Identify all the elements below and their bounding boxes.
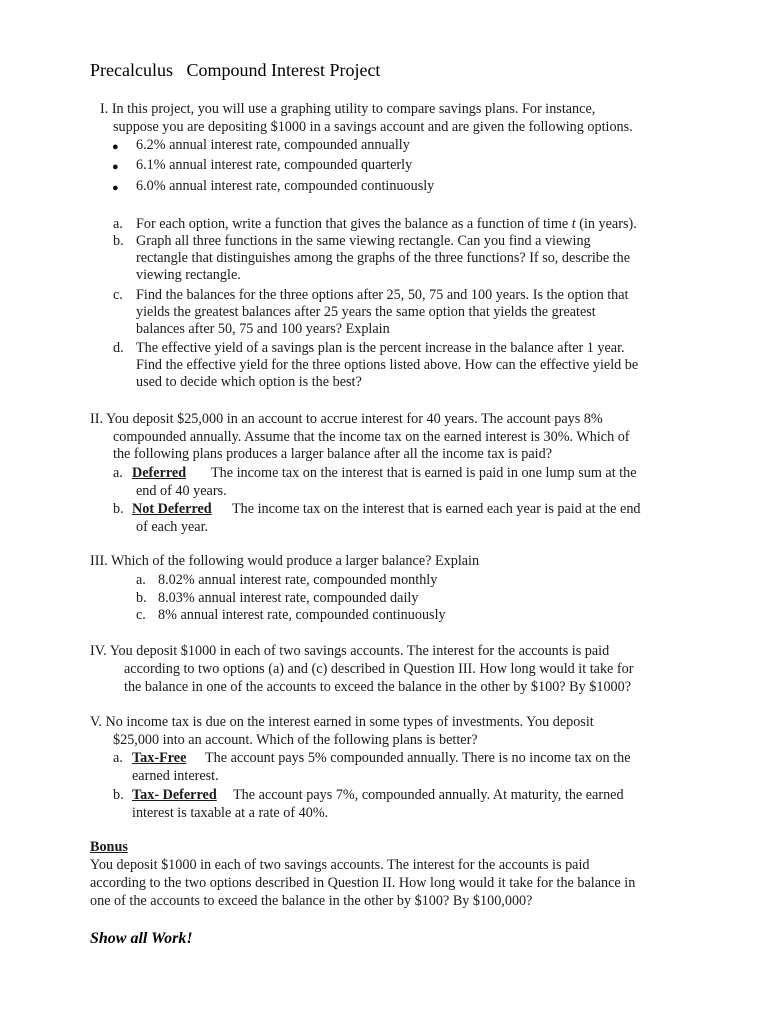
section-i-item-d-2: Find the effective yield for the three options listed above. How can the effective yield be bbox=[136, 357, 639, 373]
tax-free-term bbox=[132, 750, 186, 767]
bullet-icon bbox=[112, 163, 120, 171]
deferred-description-2: end of 40 years. bbox=[136, 483, 227, 499]
bonus-line-2: according to the two options described in Question II. How long would it take for the balance in bbox=[90, 875, 636, 891]
section-iii-item-b: 8.03% annual interest rate, compounded daily bbox=[158, 590, 419, 606]
item-label: a. bbox=[136, 572, 146, 588]
section-i-item-b-2: rectangle that distinguishes among the graphs of the three functions? If so, describe the bbox=[136, 250, 631, 266]
section-i-item-a bbox=[136, 216, 637, 233]
bonus-line-3: one of the accounts to exceed the balance in the other by $100? By $100,000? bbox=[90, 893, 533, 909]
time-variable: t bbox=[571, 216, 576, 232]
tax-free-description: The account pays 5% compounded annually. There is no income tax on the bbox=[205, 750, 631, 766]
section-i-item-c-2: yields the greatest balances after 25 years the same option that yields the greatest bbox=[136, 304, 596, 320]
item-label: b. bbox=[136, 590, 147, 606]
option-bullet-3: 6.0% annual interest rate, compounded continuously bbox=[136, 178, 435, 194]
item-label: c. bbox=[113, 287, 123, 303]
item-label: a. bbox=[113, 465, 123, 481]
item-label: b. bbox=[113, 501, 124, 517]
section-i-line-2: suppose you are depositing $1000 in a savings account and are given the following options. bbox=[113, 119, 633, 135]
tax-deferred-term bbox=[132, 787, 217, 804]
section-i-item-b-1: Graph all three functions in the same viewing rectangle. Can you find a viewing bbox=[136, 233, 591, 249]
section-i-item-d-3: used to decide which option is the best? bbox=[136, 374, 362, 390]
section-v-line-2: $25,000 into an account. Which of the following plans is better? bbox=[113, 732, 478, 748]
show-all-work-note: Show all Work! bbox=[90, 930, 193, 947]
deferred-description: The income tax on the interest that is earned is paid in one lump sum at the bbox=[211, 465, 637, 481]
item-label: c. bbox=[136, 607, 146, 623]
item-label: a. bbox=[113, 216, 123, 232]
item-a-text: For each option, write a function that gives the balance as a function of time bbox=[136, 216, 572, 232]
section-iv-line-3: the balance in one of the accounts to exceed the balance in the other by $100? By $1000? bbox=[124, 679, 632, 695]
section-ii-line-3: the following plans produces a larger balance after all the income tax is paid? bbox=[113, 446, 552, 462]
option-bullet-2: 6.1% annual interest rate, compounded quarterly bbox=[136, 157, 413, 173]
bullet-icon bbox=[112, 184, 120, 192]
deferred-term-label: Deferred bbox=[132, 465, 187, 481]
not-deferred-term bbox=[132, 501, 212, 518]
bullet-icon bbox=[112, 143, 120, 151]
section-i-item-b-3: viewing rectangle. bbox=[136, 267, 241, 283]
tax-free-term-label: Tax-Free bbox=[132, 750, 187, 766]
section-i-item-c-1: Find the balances for the three options after 25, 50, 75 and 100 years. Is the option that bbox=[136, 287, 629, 303]
section-iv-line-2: according to two options (a) and (c) described in Question III. How long would it take for bbox=[124, 661, 634, 677]
section-i-line-1: I. In this project, you will use a graphing utility to compare savings plans. For instance, bbox=[100, 101, 596, 117]
not-deferred-description: The income tax on the interest that is earned each year is paid at the end bbox=[232, 501, 641, 517]
not-deferred-description-2: of each year. bbox=[136, 519, 209, 535]
tax-deferred-description: The account pays 7%, compounded annually. At maturity, the earned bbox=[233, 787, 624, 803]
tax-deferred-term-label: Tax- Deferred bbox=[132, 787, 217, 803]
section-iv-line-1: IV. You deposit $1000 in each of two savings accounts. The interest for the accounts is paid bbox=[90, 643, 610, 659]
section-iii-item-c: 8% annual interest rate, compounded continuously bbox=[158, 607, 446, 623]
bonus-heading-label: Bonus bbox=[90, 839, 128, 855]
section-ii-line-2: compounded annually. Assume that the income tax on the earned interest is 30%. Which of bbox=[113, 429, 630, 445]
deferred-term bbox=[132, 465, 186, 482]
option-bullet-1: 6.2% annual interest rate, compounded annually bbox=[136, 137, 410, 153]
bonus-heading bbox=[90, 839, 128, 856]
section-i-item-d-1: The effective yield of a savings plan is the percent increase in the balance after 1 year. bbox=[136, 340, 625, 356]
section-iii-item-a: 8.02% annual interest rate, compounded monthly bbox=[158, 572, 438, 588]
section-ii-line-1: II. You deposit $25,000 in an account to accrue interest for 40 years. The account pays 8% bbox=[90, 411, 603, 427]
not-deferred-term-label: Not Deferred bbox=[132, 501, 212, 517]
tax-free-description-2: earned interest. bbox=[132, 768, 219, 784]
item-a-text-end: (in years). bbox=[575, 216, 637, 232]
item-label: b. bbox=[113, 233, 124, 249]
item-label: d. bbox=[113, 340, 124, 356]
item-label: b. bbox=[113, 787, 124, 803]
section-i-item-c-3: balances after 50, 75 and 100 years? Explain bbox=[136, 321, 390, 337]
item-label: a. bbox=[113, 750, 123, 766]
bonus-line-1: You deposit $1000 in each of two savings accounts. The interest for the accounts is paid bbox=[90, 857, 590, 873]
section-iii-line-1: III. Which of the following would produce a larger balance? Explain bbox=[90, 553, 480, 569]
section-v-line-1: V. No income tax is due on the interest earned in some types of investments. You deposit bbox=[90, 714, 594, 730]
document-title: Precalculus Compound Interest Project bbox=[90, 60, 381, 80]
tax-deferred-description-2: interest is taxable at a rate of 40%. bbox=[132, 805, 329, 821]
